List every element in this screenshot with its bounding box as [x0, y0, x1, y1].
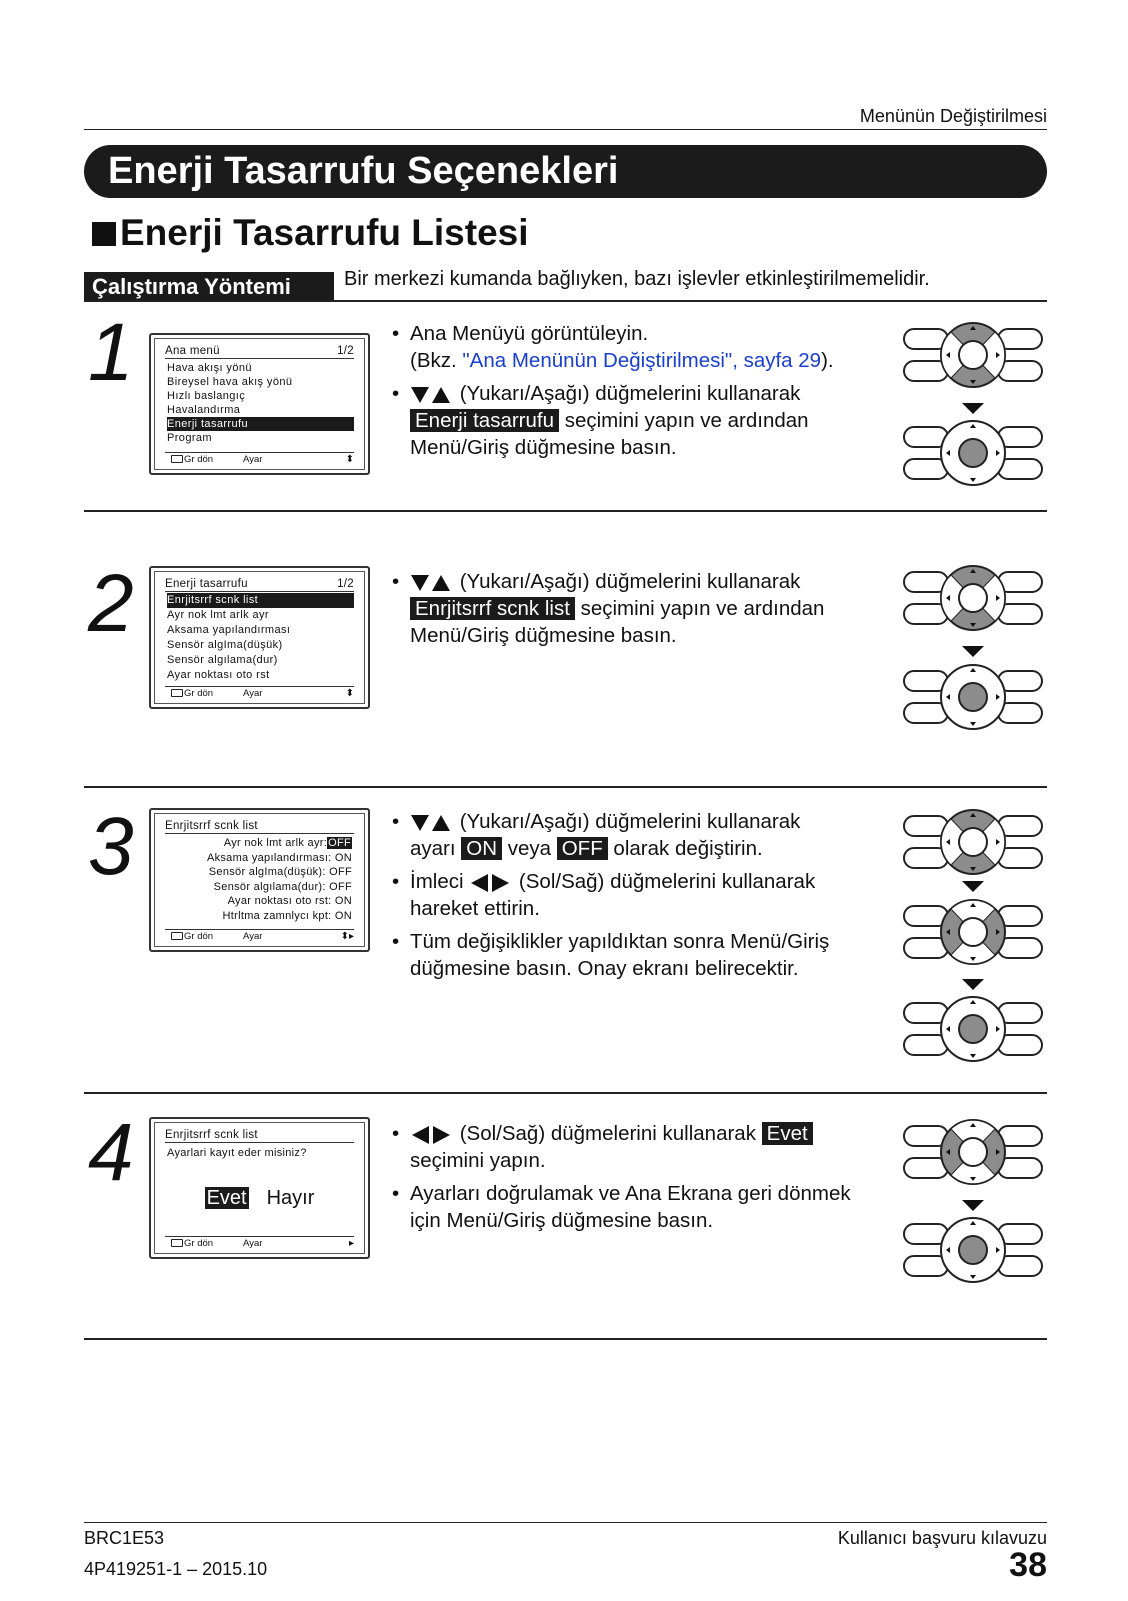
step-divider — [84, 510, 1047, 512]
lcd-question: Ayarlari kayıt eder misiniz? — [167, 1147, 307, 1159]
lcd-value-selected: OFF — [328, 837, 351, 849]
footer-rule — [84, 1522, 1047, 1523]
lcd-menu-item-selected: Enerji tasarrufu — [167, 417, 354, 431]
model-number: BRC1E53 — [84, 1528, 165, 1548]
button-pad-left-right — [902, 899, 1044, 965]
lcd-setting-row: Ayar noktası oto rst: ON — [227, 895, 352, 907]
instruction-bullet: • Tüm değişiklikler yapıldıktan sonra Menü/Giriş düğmesine basın. Onay ekranı belirecektir. — [388, 928, 858, 982]
lcd-set-hint: Ayar — [243, 931, 263, 942]
lcd-menu-item: Program — [167, 432, 212, 444]
return-icon — [171, 932, 183, 940]
instruction-bullet: • (Yukarı/Aşağı) düğmelerini kullanarak ayarı ON veya OFF olarak değiştirin. — [388, 808, 858, 862]
button-pad-enter — [902, 664, 1044, 730]
button-pad-up-down — [902, 565, 1044, 631]
lcd-back-hint: Gr dön — [171, 1238, 213, 1249]
highlighted-menu-item: Enerji tasarrufu — [410, 409, 559, 432]
lcd-menu-item-selected: Enrjitsrrf scnk list — [167, 593, 354, 608]
step-divider — [84, 786, 1047, 788]
running-head: Menünün Değiştirilmesi — [859, 106, 1047, 126]
lcd-title: Enerji tasarrufu — [165, 578, 248, 590]
step-number: 2 — [88, 558, 134, 649]
up-down-arrows-icon: ⬍ — [345, 688, 354, 699]
lcd-menu-item: Hava akışı yönü — [167, 362, 252, 374]
instruction-bullet: • Ayarları doğrulamak ve Ana Ekrana geri dönmek için Menü/Giriş düğmesine basın. — [388, 1180, 858, 1234]
highlighted-menu-item: Enrjitsrrf scnk list — [410, 597, 575, 620]
lcd-screen-main-menu — [149, 333, 370, 475]
lcd-menu-item: Bireysel hava akış yönü — [167, 376, 293, 388]
lcd-page: 1/2 — [337, 578, 354, 590]
return-icon — [171, 1239, 183, 1247]
lcd-title: Enrjitsrrf scnk list — [165, 820, 258, 832]
lcd-menu-item: Sensör algılama(dur) — [167, 654, 278, 666]
lcd-screen-energy-saving — [149, 566, 370, 709]
step-4-instructions — [388, 1120, 858, 1240]
left-right-triangle-icon — [469, 873, 513, 893]
guide-title: Kullanıcı başvuru kılavuzu — [837, 1528, 1047, 1548]
lcd-menu-item: Ayar noktası oto rst — [167, 669, 270, 681]
lcd-title: Ana menü — [165, 345, 220, 357]
lcd-setting-row: Ayr nok lmt arlk ayr:OFF — [223, 837, 351, 849]
section-title — [92, 212, 529, 254]
lcd-back-hint: Gr dön — [171, 688, 213, 699]
down-arrow-icon — [962, 1200, 984, 1211]
lcd-setting-row: Htrltma zamnlycı kpt: ON — [222, 909, 352, 922]
instruction-bullet: • İmleci (Sol/Sağ) düğmelerini kullanarak hareket ettirin. — [388, 868, 858, 922]
lcd-back-hint: Gr dön — [171, 454, 213, 465]
step-number: 4 — [88, 1107, 134, 1198]
lcd-page: 1/2 — [337, 345, 354, 357]
button-pad-enter — [902, 1217, 1044, 1283]
section-title-text: Enerji Tasarrufu Listesi — [120, 212, 529, 253]
method-label: Çalıştırma Yöntemi — [84, 272, 334, 302]
header-rule — [84, 129, 1047, 130]
lcd-setting-row: Sensör algIma(düşük): OFF — [208, 866, 352, 878]
return-icon — [171, 455, 183, 463]
four-way-arrows-icon: ⬍▸ — [340, 931, 354, 942]
lcd-screen-energy-list — [149, 808, 370, 952]
down-arrow-icon — [962, 646, 984, 657]
square-bullet-icon — [92, 222, 116, 246]
step-divider — [84, 1338, 1047, 1340]
lcd-title: Enrjitsrrf scnk list — [165, 1129, 258, 1141]
instruction-bullet: • (Yukarı/Aşağı) düğmelerini kullanarak Enrjitsrrf scnk list seçimini yapın ve ardından Menü/Giriş düğmesine basın. — [388, 568, 858, 649]
button-pad-up-down — [902, 322, 1044, 388]
down-arrow-icon — [962, 881, 984, 892]
lcd-menu-item: Aksama yapılandırması — [167, 624, 291, 636]
lcd-set-hint: Ayar — [243, 1238, 263, 1249]
lcd-no-option: Hayır — [266, 1187, 315, 1209]
step-number: 3 — [88, 801, 134, 892]
up-down-arrows-icon: ⬍ — [345, 454, 354, 465]
instruction-bullet: • (Yukarı/Aşağı) düğmelerini kullanarak Enerji tasarrufu seçimini yapın ve ardından Menü/Giriş düğmesine basın. — [388, 380, 858, 461]
document-code: 4P419251-1 – 2015.10 — [84, 1559, 268, 1579]
page-reference-link[interactable]: "Ana Menünün Değiştirilmesi", sayfa 29 — [462, 349, 822, 372]
lcd-setting-row: Aksama yapılandırması: ON — [206, 851, 352, 864]
method-note: Bir merkezi kumanda bağlıyken, bazı işlevler etkinleştirilmemelidir. — [344, 268, 930, 290]
lcd-menu-item: Sensör algIma(düşük) — [167, 639, 283, 651]
step-1-instructions — [388, 320, 858, 467]
right-arrow-icon: ▸ — [348, 1238, 354, 1249]
step-divider — [84, 1092, 1047, 1094]
lcd-menu-item: Havalandırma — [167, 404, 241, 416]
page-number: 38 — [1009, 1546, 1047, 1584]
lcd-yes-option: Evet — [206, 1187, 247, 1209]
left-right-triangle-icon — [410, 1125, 454, 1145]
button-pad-left-right — [902, 1119, 1044, 1185]
up-down-triangle-icon — [410, 813, 454, 833]
lcd-back-hint: Gr dön — [171, 931, 213, 942]
on-badge: ON — [461, 837, 502, 860]
lcd-set-hint: Ayar — [243, 454, 263, 465]
button-pad-up-down — [902, 809, 1044, 875]
step-number: 1 — [88, 307, 134, 398]
up-down-triangle-icon — [410, 385, 454, 405]
lcd-screen-confirm — [149, 1117, 370, 1259]
method-rule — [84, 300, 1047, 302]
button-pad-enter — [902, 420, 1044, 486]
return-icon — [171, 689, 183, 697]
page-title: Enerji Tasarrufu Seçenekleri — [84, 145, 1047, 198]
button-pad-enter — [902, 996, 1044, 1062]
lcd-setting-row: Sensör algılama(dur): OFF — [213, 880, 352, 893]
lcd-menu-item: Hızlı baslangıç — [167, 390, 246, 402]
down-arrow-icon — [962, 979, 984, 990]
yes-badge: Evet — [762, 1122, 813, 1145]
step-3-instructions — [388, 808, 858, 988]
lcd-menu-item: Ayr nok lmt arlk ayr — [167, 609, 269, 621]
instruction-bullet: • Ana Menüyü görüntüleyin. (Bkz. "Ana Menünün Değiştirilmesi", sayfa 29). — [388, 320, 858, 374]
down-arrow-icon — [962, 403, 984, 414]
up-down-triangle-icon — [410, 573, 454, 593]
off-badge: OFF — [557, 837, 608, 860]
instruction-bullet: • (Sol/Sağ) düğmelerini kullanarak Evet seçimini yapın. — [388, 1120, 858, 1174]
step-2-instructions — [388, 568, 858, 655]
lcd-set-hint: Ayar — [243, 688, 263, 699]
